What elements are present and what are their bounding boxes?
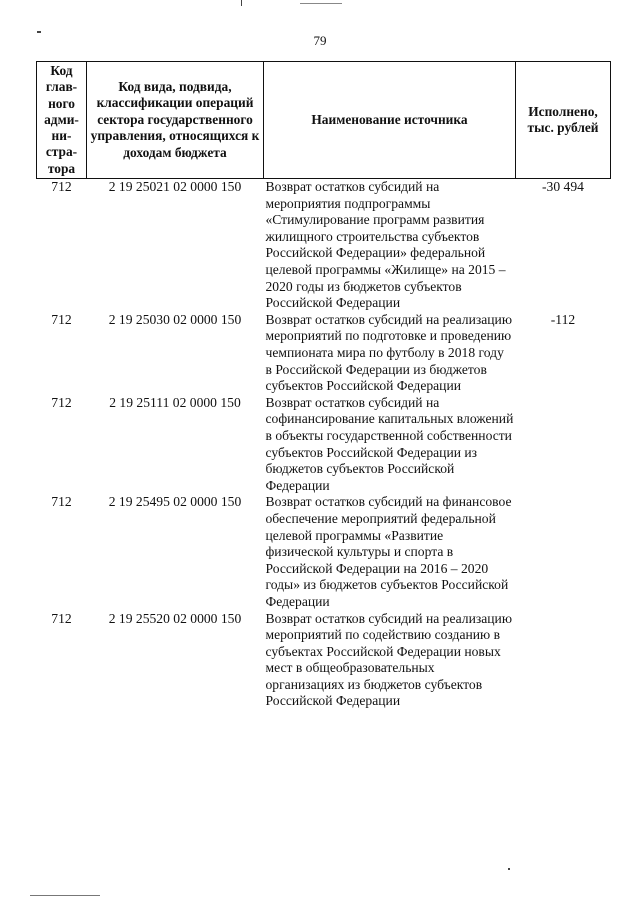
cell-classification-code: 2 19 25520 02 0000 150 [108,610,242,626]
cell-admin-code: 712 [51,610,72,626]
cell-admin-code: 712 [51,394,72,410]
cell-classification-code: 2 19 25495 02 0000 150 [108,494,242,510]
table-row [37,494,611,610]
cell-source-name: Возврат остатков субсидий на финансовое обеспечение мероприятий федеральной целевой программы «Развитие физической культуры и спорта в Российской Федерации на 2016 – 2020 годы» из бюджетов субъектов Российской Федерации [265,494,512,609]
cell-amount [516,395,611,495]
cell-admin-code: 712 [51,179,72,195]
table-header-row [37,62,611,179]
scan-artifact-bottom-left [30,895,100,896]
cell-amount: -30 494 [542,179,584,195]
header-amount [516,62,611,179]
cell-classification-code: 2 19 25111 02 0000 150 [109,394,241,410]
scan-artifact-top [241,0,242,6]
header-amount-label: Исполнено, тыс. рублей [527,103,599,136]
cell-source-name: Возврат остатков субсидий на реализацию мероприятий по подготовке и проведению чемпионата мира по футболу в 2018 году в Российской Федерации из бюджетов субъектов Российской Федерации [265,311,512,394]
cell-admin-code: 712 [51,494,72,510]
header-source-name [264,62,516,179]
cell-classification-code: 2 19 25030 02 0000 150 [108,311,242,327]
budget-sources-table [36,61,611,710]
header-source-name-label: Наименование источника [311,111,468,127]
table-row [37,312,611,395]
header-classification-code-label: Код вида, подвида, классификации операций сектора государственного управления, относящихся к доходам бюджета [90,78,260,160]
table-row [37,179,611,312]
scan-artifact-top-line [300,3,342,4]
table-row [37,395,611,495]
scan-artifact-bottom-right [508,868,510,870]
header-admin-code-label: Код глав-ного адми-ни-стра-тора [44,63,79,176]
page-number: 79 [313,33,327,48]
cell-admin-code: 712 [51,311,72,327]
cell-source-name: Возврат остатков субсидий на реализацию мероприятий по содействию созданию в субъектах Российской Федерации новых мест в общеобразовательных организациях из бюджетов субъектов Российской Федерации [265,610,512,709]
table-row [37,611,611,711]
cell-amount [516,611,611,711]
header-classification-code [87,62,264,179]
cell-source-name: Возврат остатков субсидий на мероприятия подпрограммы «Стимулирование программ развития жилищного строительства субъектов Российской Федерации» федеральной целевой программы «Жилище» на 2015 – 2020 годы из бюджетов субъектов Российской Федерации [265,179,506,311]
cell-amount: -112 [550,311,576,327]
cell-source-name: Возврат остатков субсидий на софинансирование капитальных вложений в объекты государственной собственности субъектов Российской Федерации из бюджетов субъектов Российской Федерации [265,394,514,493]
header-admin-code [37,62,87,179]
cell-classification-code: 2 19 25021 02 0000 150 [108,179,242,195]
cell-amount [516,494,611,610]
